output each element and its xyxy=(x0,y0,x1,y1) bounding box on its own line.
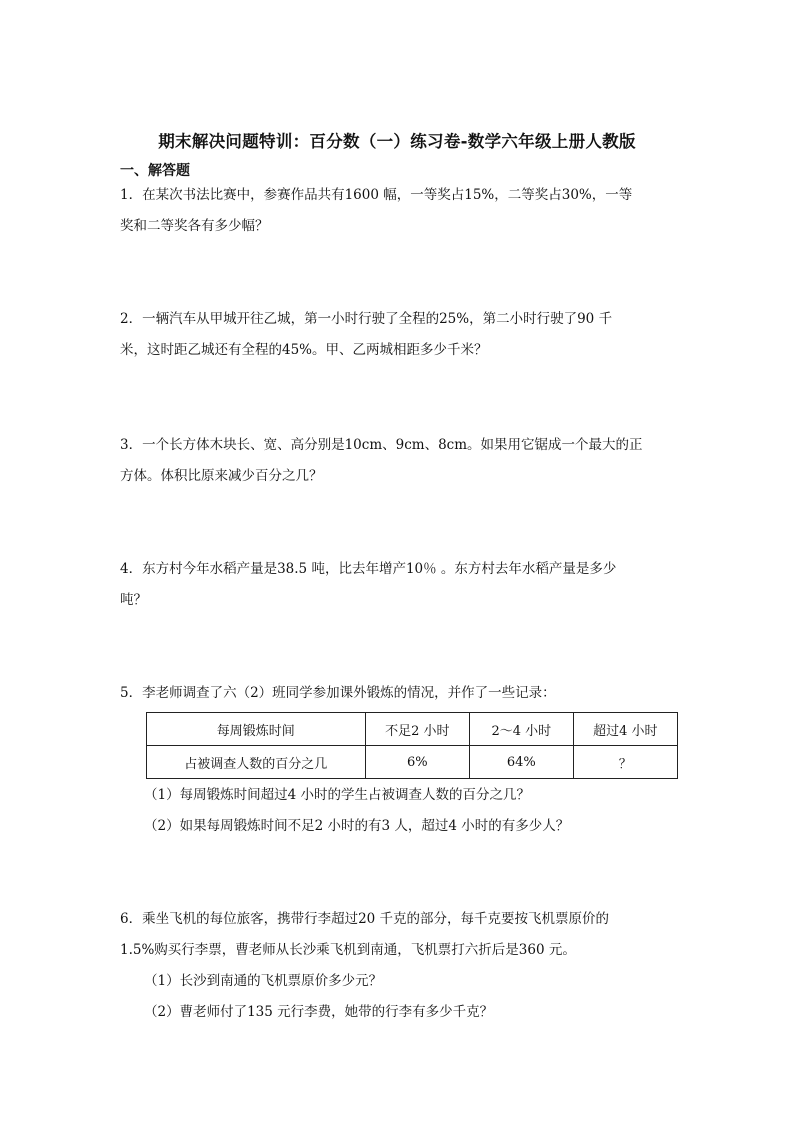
question-2-line-1: 2．一辆汽车从甲城开往乙城，第一小时行驶了全程的25%，第二小时行驶了90 千 xyxy=(120,311,613,327)
question-2 xyxy=(120,304,680,366)
table-header-row xyxy=(147,713,678,746)
section-heading: 一、解答题 xyxy=(120,163,190,179)
question-5-sub-1: （1）每周锻炼时间超过4 小时的学生占被调查人数的百分之几？ xyxy=(144,787,530,803)
question-5 xyxy=(120,678,680,709)
question-3 xyxy=(120,430,680,492)
question-3-line-1: 3．一个长方体木块长、宽、高分别是10cm、9cm、8cm。如果用它锯成一个最大的正 xyxy=(120,437,643,453)
exercise-time-table xyxy=(146,712,678,779)
question-1-line-1: 1．在某次书法比赛中，参赛作品共有1600 幅，一等奖占15%，二等奖占30%，一等 xyxy=(120,187,633,203)
question-4-line-1: 4．东方村今年水稻产量是38.5 吨，比去年增产10％ 。东方村去年水稻产量是多少 xyxy=(120,561,617,577)
question-5-subquestions xyxy=(144,780,684,842)
table-row xyxy=(147,746,678,779)
question-6-line-1: 6．乘坐飞机的每位旅客，携带行李超过20 千克的部分，每千克要按飞机票原价的 xyxy=(120,911,610,927)
question-4-line-2: 吨？ xyxy=(120,592,147,608)
question-5-line-1: 5．李老师调查了六（2）班同学参加课外锻炼的情况，并作了一些记录： xyxy=(120,685,556,701)
question-6-subquestions xyxy=(144,966,684,1028)
question-1-line-2: 奖和二等奖各有多少幅？ xyxy=(120,218,269,234)
table-cell: 6% xyxy=(365,746,469,779)
question-6-sub-1: （1）长沙到南通的飞机票原价多少元？ xyxy=(144,973,383,989)
question-5-sub-2: （2）如果每周锻炼时间不足2 小时的有3 人，超过4 小时的有多少人？ xyxy=(144,818,570,834)
table-header-cell: 超过4 小时 xyxy=(573,713,677,746)
question-6-sub-2: （2）曹老师付了135 元行李费，她带的行李有多少千克？ xyxy=(144,1004,494,1020)
question-2-line-2: 米，这时距乙城还有全程的45%。甲、乙两城相距多少千米？ xyxy=(120,342,488,358)
question-4 xyxy=(120,554,680,616)
table-cell: 占被调查人数的百分之几 xyxy=(147,746,366,779)
table-header-cell: 不足2 小时 xyxy=(365,713,469,746)
question-6 xyxy=(120,904,680,966)
question-3-line-2: 方体。体积比原来减少百分之几？ xyxy=(120,468,323,484)
question-6-line-2: 1.5%购买行李票，曹老师从长沙乘飞机到南通，飞机票打六折后是360 元。 xyxy=(120,942,576,958)
table-cell: 64% xyxy=(470,746,574,779)
page-title: 期末解决问题特训：百分数（一）练习卷-数学六年级上册人教版 xyxy=(158,132,636,151)
table-header-cell: 2～4 小时 xyxy=(470,713,574,746)
table-header-cell: 每周锻炼时间 xyxy=(147,713,366,746)
question-1 xyxy=(120,180,680,242)
table-cell: ？ xyxy=(573,746,677,779)
